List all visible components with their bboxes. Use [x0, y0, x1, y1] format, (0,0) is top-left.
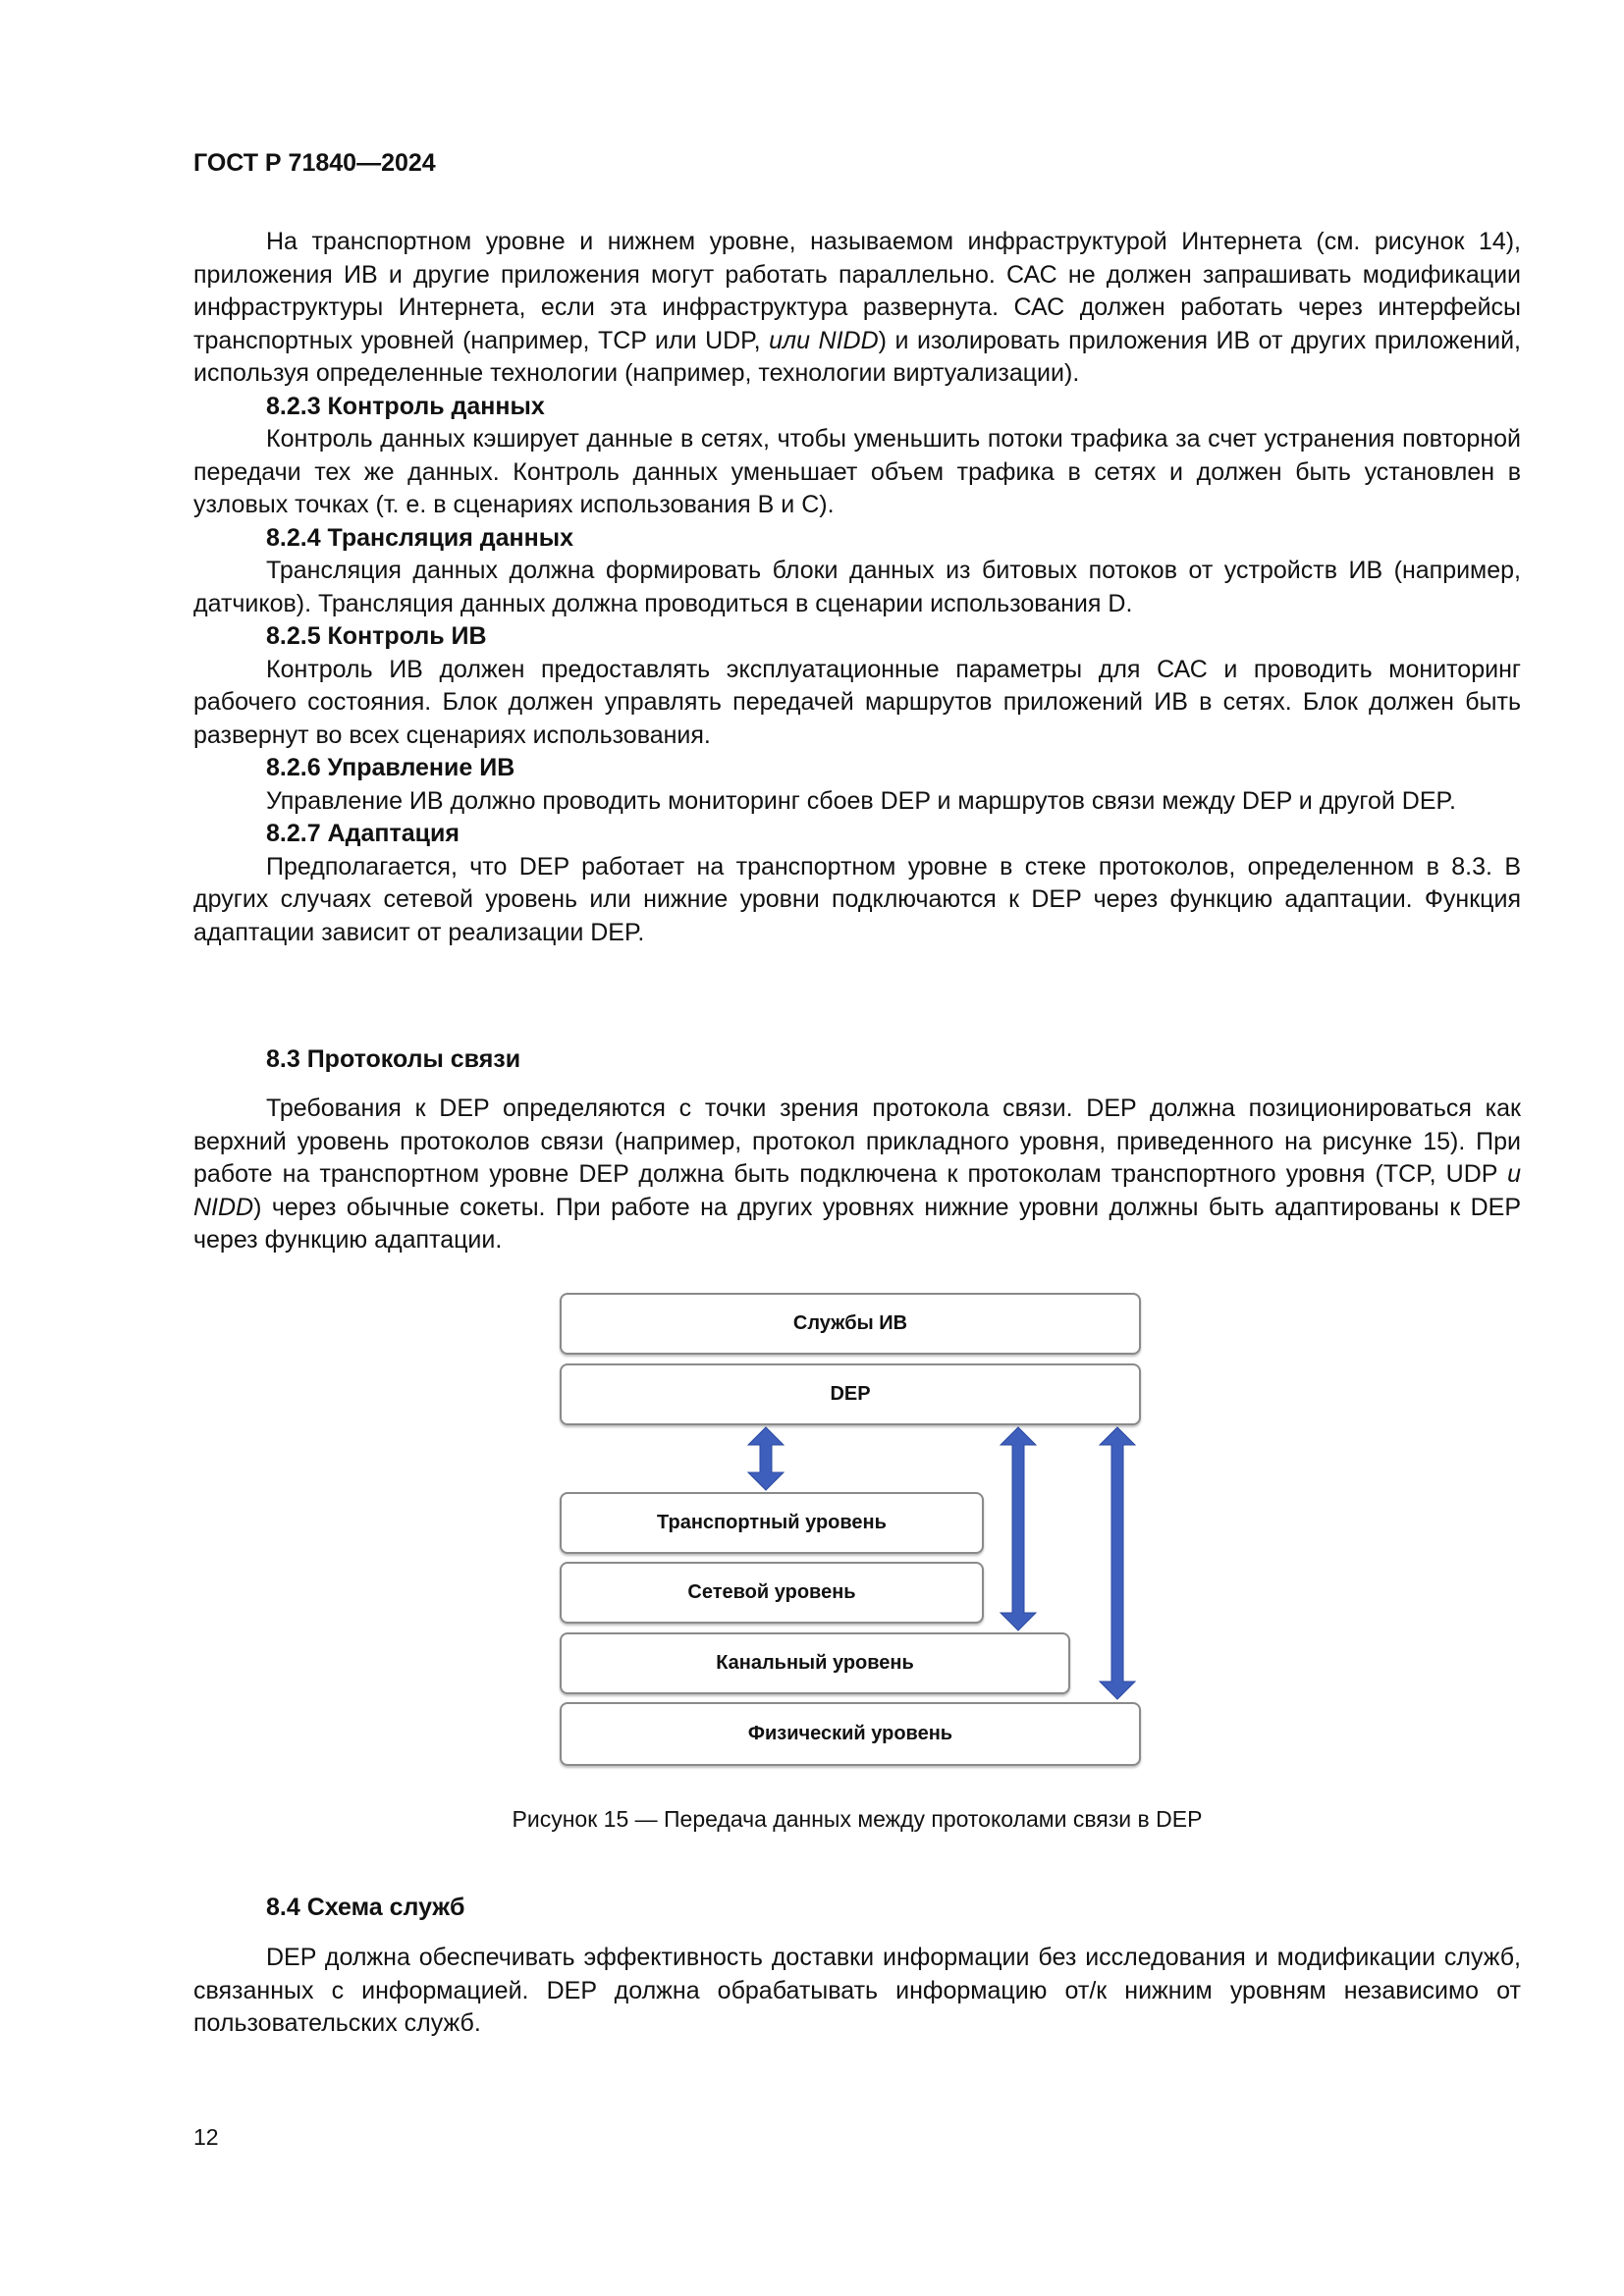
- heading-8-2-7: 8.2.7 Адаптация: [266, 820, 460, 847]
- p83-and: и: [1507, 1160, 1521, 1188]
- section-8-4-text: [193, 1942, 1521, 2041]
- layer-network: Сетевой уровень: [560, 1562, 984, 1624]
- paragraph-8-3: [193, 1093, 1521, 1257]
- intro-text-2: ) и изолировать приложения ИВ от других приложений, используя определенные технологии (например, технологии виртуализации).: [193, 326, 1521, 387]
- paragraph-8-2-3: Контроль данных кэширует данные в сетях, чтобы уменьшить потоки трафика за счет устранения повторной передачи тех же данных. Контроль данных уменьшает объем трафика в сетях и должен быть установлен в узловых точках (т. е. в сценариях использования В и С).: [193, 425, 1521, 518]
- section-8-2-text: [193, 226, 1521, 949]
- heading-8-2-5: 8.2.5 Контроль ИВ: [266, 622, 487, 650]
- section-8-3-text: [193, 1093, 1521, 1257]
- paragraph-8-2-7: Предполагается, что DEP работает на транспортном уровне в стеке протоколов, определенном в 8.3. В других случаях сетевой уровень или нижние уровни подключаются к DEP через функцию адаптации. Функция адаптации зависит от реализации DEP.: [193, 852, 1521, 946]
- heading-8-2-6: 8.2.6 Управление ИВ: [266, 754, 515, 781]
- arrow-dep-transport: [748, 1427, 784, 1490]
- layer-physical: Физический уровень: [560, 1702, 1141, 1766]
- paragraph-8-2-6: Управление ИВ должно проводить мониторинг сбоев DEP и маршрутов связи между DEP и другой DEP.: [266, 786, 1456, 815]
- heading-8-2-3: 8.2.3 Контроль данных: [266, 392, 545, 420]
- layer-dep: DEP: [560, 1363, 1141, 1425]
- paragraph-8-2-4: Трансляция данных должна формировать блоки данных из битовых потоков от устройств ИВ (например, датчиков). Трансляция данных должна проводиться в сценарии использования D.: [193, 557, 1521, 617]
- layer-iot-services: Службы ИВ: [560, 1293, 1141, 1355]
- intro-or: или: [769, 326, 811, 354]
- p83-nidd: NIDD: [193, 1193, 254, 1221]
- section-8-3-heading-block: [193, 1043, 1521, 1077]
- p83-text-2: ) через обычные сокеты. При работе на других уровнях нижние уровни должны быть адаптированы к DEP через функцию адаптации.: [193, 1193, 1521, 1254]
- arrow-dep-network: [1001, 1427, 1036, 1630]
- section-8-4-heading-block: [193, 1892, 1521, 1925]
- intro-text-1: На транспортном уровне и нижнем уровне, называемом инфраструктурой Интернета (см. рисунок 14), приложения ИВ и другие приложения могут работать параллельно. САС не должен запрашивать модификации инфраструктуры Интернета, если эта инфраструктура развернута. САС должен работать через интерфейсы транспортных уровней (например, TCP или UDP,: [193, 228, 1521, 354]
- intro-paragraph: [193, 226, 1521, 391]
- p83-text-1: Требования к DEP определяются с точки зрения протокола связи. DEP должна позиционироваться как верхний уровень протоколов связи (например, протокол прикладного уровня, приведенного на рисунке 15). При работе на транспортном уровне DEP должна быть подключена к протоколам транспортного уровня (TCP, UDP: [193, 1095, 1521, 1188]
- page-number: 12: [193, 2124, 219, 2150]
- arrow-dep-link: [1100, 1427, 1135, 1699]
- paragraph-8-4: DEP должна обеспечивать эффективность доставки информации без исследования и модификации служб, связанных с информацией. DEP должна обрабатывать информацию от/к нижним уровням независимо от пользовательских служб.: [193, 1944, 1521, 2037]
- intro-nidd: NIDD: [818, 326, 879, 354]
- figure-caption: Рисунок 15 — Передача данных между протоколами связи в DEP: [512, 1806, 1203, 1832]
- layer-transport: Транспортный уровень: [560, 1492, 984, 1554]
- heading-8-3: 8.3 Протоколы связи: [266, 1045, 521, 1073]
- document-header: ГОСТ Р 71840—2024: [193, 149, 436, 177]
- heading-8-4: 8.4 Схема служб: [266, 1894, 465, 1921]
- layer-link: Канальный уровень: [560, 1632, 1070, 1694]
- heading-8-2-4: 8.2.4 Трансляция данных: [266, 523, 574, 552]
- protocol-stack-figure: [560, 1293, 1149, 1774]
- paragraph-8-2-5: Контроль ИВ должен предоставлять эксплуатационные параметры для САС и проводить мониторинг рабочего состояния. Блок должен управлять передачей маршрутов приложений ИВ в сетях. Блок должен быть развернут во всех сценариях использования.: [193, 655, 1521, 749]
